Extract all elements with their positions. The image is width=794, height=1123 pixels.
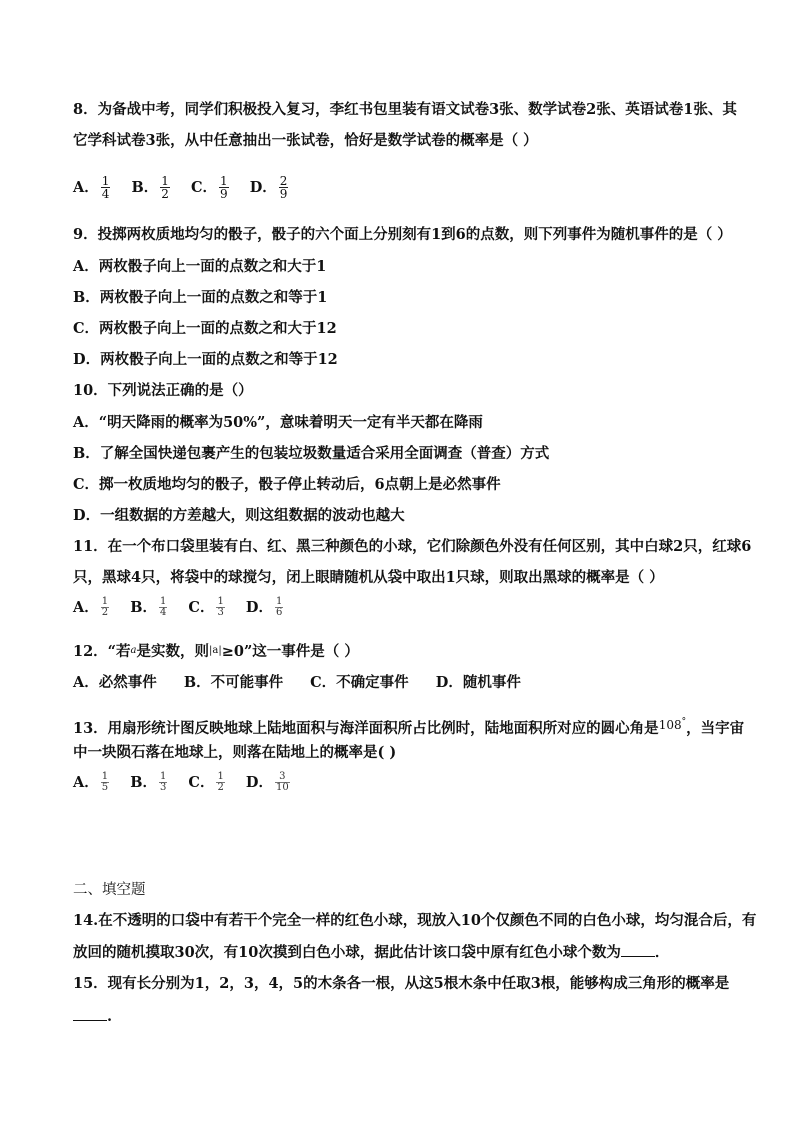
q14-stem-line1: 14.在不透明的口袋中有若干个完全一样的红色小球，现放入10个仅颜色不同的白色小球，均匀混合后，有: [73, 912, 757, 929]
q13-options: [73, 772, 306, 793]
q10-stem: 10．下列说法正确的是（）: [73, 382, 253, 399]
q8-options: [73, 175, 304, 200]
q13-option-d: D． $\frac{3}{10}$: [245, 771, 289, 793]
q15-answer-line: .: [73, 1006, 112, 1027]
q10-option-b: B．了解全国快递包裹产生的包装垃圾数量适合采用全面调查（普查）方式: [73, 445, 550, 462]
q9-option-d: D．两枚骰子向上一面的点数之和等于12: [73, 351, 338, 368]
q10-option-d: D．一组数据的方差越大，则这组数据的波动也越大: [73, 507, 405, 524]
q15-answer-blank[interactable]: [73, 1006, 107, 1021]
q12-options: [73, 673, 535, 693]
q12-option-a: A．必然事件: [73, 674, 157, 691]
q10-option-c: C．掷一枚质地均匀的骰子，骰子停止转动后，6点朝上是必然事件: [73, 476, 501, 493]
q11-stem-line2: 只，黑球4只，将袋中的球搅匀，闭上眼睛随机从袋中取出1只球，则取出黑球的概率是（ ）: [73, 569, 664, 586]
q8-stem-line2: 它学科试卷3张，从中任意抽出一张试卷，恰好是数学试卷的概率是（ ）: [73, 132, 538, 149]
q9-stem: 9．投掷两枚质地均匀的骰子，骰子的六个面上分别刻有1到6的点数，则下列事件为随机事件的是（ ）: [73, 226, 732, 243]
q12-option-c: C．不确定事件: [310, 674, 409, 691]
q8-stem-line1: 8．为备战中考，同学们积极投入复习，李红书包里装有语文试卷3张、数学试卷2张、英语试卷1张、其: [73, 101, 737, 118]
q11-option-b: B． $\frac{1}{4}$: [130, 596, 167, 618]
q13-option-a: A． $\frac{1}{5}$: [73, 771, 109, 793]
q11-option-d: D． $\frac{1}{6}$: [245, 596, 283, 618]
q11-options: [73, 597, 299, 618]
q9-option-b: B．两枚骰子向上一面的点数之和等于1: [73, 289, 328, 306]
q8-option-b: B． $\frac{1}{2}$: [131, 174, 169, 201]
q11-stem-line1: 11．在一个布口袋里装有白、红、黑三种颜色的小球，它们除颜色外没有任何区别，其中白球2只，红球6: [73, 538, 752, 555]
q11-option-c: C． $\frac{1}{3}$: [188, 596, 224, 618]
q14-answer-blank[interactable]: [621, 942, 655, 957]
q12-stem: 12．“若$^a$是实数，则$^{|a|}$≥0”这一事件是（ ）: [73, 643, 359, 660]
q13-stem-line2: 中一块陨石落在地球上，则落在陆地上的概率是( ): [73, 744, 397, 761]
q12-option-d: D．随机事件: [435, 674, 521, 691]
q13-option-c: C． $\frac{1}{2}$: [188, 771, 224, 793]
q11-option-a: A． $\frac{1}{2}$: [73, 596, 109, 618]
q8-option-d: D． $\frac{2}{9}$: [249, 174, 288, 201]
q13-stem-line1: 13．用扇形统计图反映地球上陆地面积与海洋面积所占比例时，陆地面积所对应的圆心角是$^{108^\circ}$，当宇宙: [73, 717, 745, 737]
q15-stem-line1: 15．现有长分别为1，2，3，4，5的木条各一根，从这5根木条中任取3根，能够构成三角形的概率是: [73, 975, 730, 992]
section-heading: 二、填空题: [73, 882, 146, 898]
q8-option-c: C． $\frac{1}{9}$: [190, 174, 228, 201]
q12-option-b: B．不可能事件: [183, 674, 284, 691]
q9-option-c: C．两枚骰子向上一面的点数之和大于12: [73, 320, 337, 337]
q9-option-a: A．两枚骰子向上一面的点数之和大于1: [73, 258, 327, 275]
q10-option-a: A．“明天降雨的概率为50%”，意味着明天一定有半天都在降雨: [73, 414, 483, 431]
q14-stem-line2: 放回的随机摸取30次，有10次摸到白色小球，据此估计该口袋中原有红色小球个数为 ．: [73, 944, 670, 961]
q8-option-a: A． $\frac{1}{4}$: [73, 174, 110, 201]
q13-option-b: B． $\frac{1}{3}$: [130, 771, 167, 793]
